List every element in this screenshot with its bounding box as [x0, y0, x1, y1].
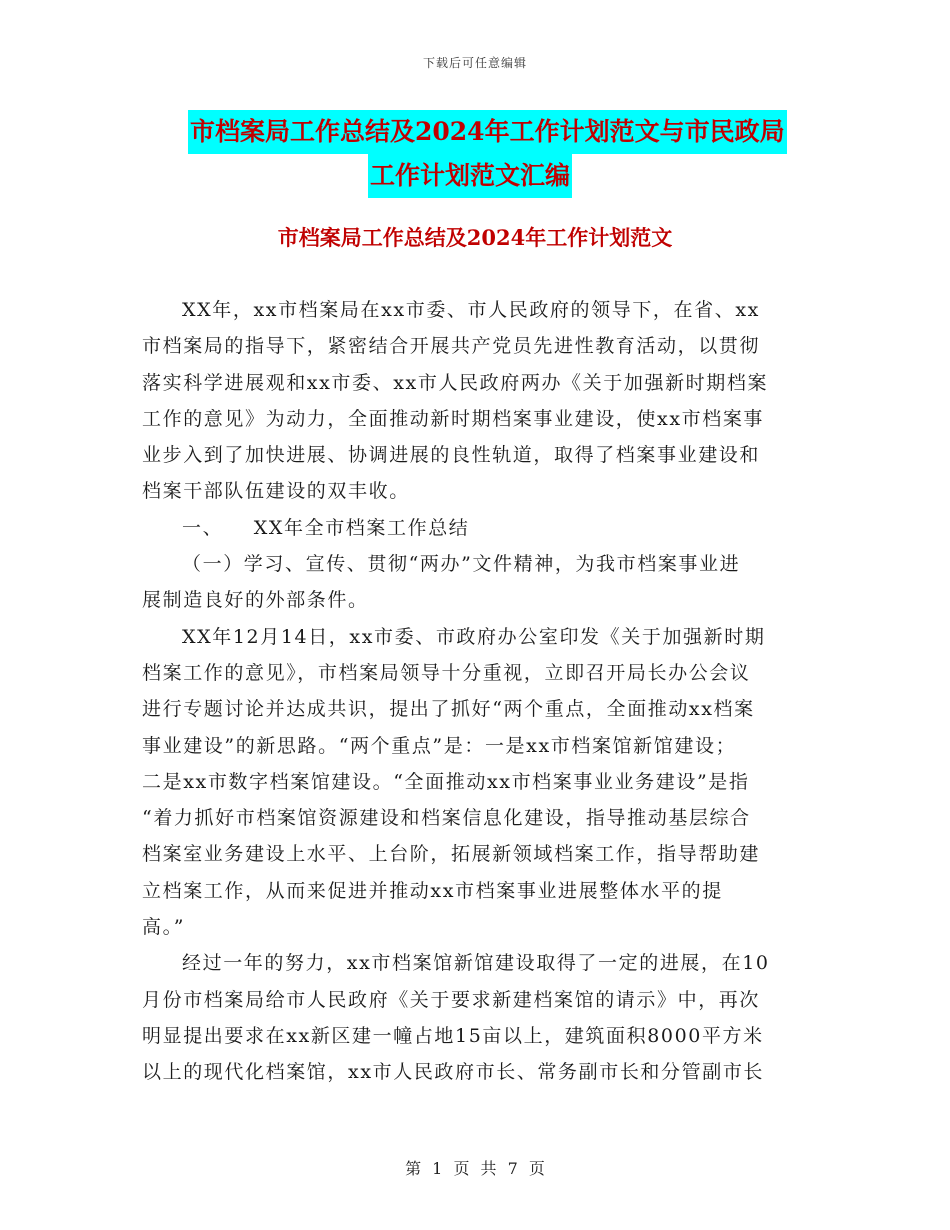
paragraph-line: 展制造良好的外部条件。	[142, 589, 369, 612]
section-heading: 一、 XX年全市档案工作总结	[182, 516, 470, 539]
page-number: 第 1 页 共 7 页	[405, 1159, 545, 1178]
paragraph-line: 工作的意见》为动力，全面推动新时期档案事业建设，使xx市档案事	[142, 407, 765, 430]
paragraph-line: 市档案局的指导下，紧密结合开展共产党员先进性教育活动，以贯彻	[142, 335, 761, 358]
paragraph-line: XX年12月14日，xx市委、市政府办公室印发《关于加强新时期	[182, 625, 766, 648]
paragraph-line: 经过一年的努力，xx市档案馆新馆建设取得了一定的进展，在10	[182, 952, 770, 975]
paragraph-line: “着力抓好市档案馆资源建设和档案信息化建设，指导推动基层综合	[142, 807, 751, 830]
document-title	[188, 110, 808, 198]
paragraph-line: 业步入到了加快进展、协调进展的良性轨道，取得了档案事业建设和	[142, 444, 761, 467]
paragraph-line: 以上的现代化档案馆，xx市人民政府市长、常务副市长和分管副市长	[142, 1061, 765, 1084]
paragraph-line: 档案工作的意见》，市档案局领导十分重视，立即召开局长办公会议	[142, 661, 751, 684]
paragraph-line: 档案干部队伍建设的双丰收。	[142, 480, 410, 503]
section-title: 市档案局工作总结及2024年工作计划范文	[277, 225, 673, 250]
paragraph-line: 二是xx市数字档案馆建设。“全面推动xx市档案事业业务建设”是指	[142, 770, 750, 793]
paragraph-line: 立档案工作，从而来促进并推动xx市档案事业进展整体水平的提	[142, 879, 723, 902]
paragraph-line: XX年，xx市档案局在xx市委、市人民政府的领导下，在省、xx	[182, 299, 760, 321]
document-title-line-1: 市档案局工作总结及2024年工作计划范文与市民政局	[188, 110, 787, 154]
subsection-heading: （一）学习、宣传、贯彻“两办”文件精神，为我市档案事业进	[182, 553, 741, 576]
paragraph-line: 高。”	[142, 916, 186, 939]
document-title-line-2: 工作计划范文汇编	[368, 154, 572, 198]
paragraph-line: 落实科学进展观和xx市委、xx市人民政府两办《关于加强新时期档案	[142, 371, 769, 394]
paragraph-line: 明显提出要求在xx新区建一幢占地15亩以上，建筑面积8000平方米	[142, 1024, 764, 1047]
page-header-note: 下载后可任意编辑	[422, 56, 527, 70]
paragraph-line: 月份市档案局给市人民政府《关于要求新建档案馆的请示》中，再次	[142, 988, 761, 1011]
paragraph-line: 事业建设”的新思路。“两个重点”是：一是xx市档案馆新馆建设；	[142, 734, 737, 757]
paragraph-line: 档案室业务建设上水平、上台阶，拓展新领域档案工作，指导帮助建	[142, 843, 761, 866]
paragraph-line: 进行专题讨论并达成共识，提出了抓好“两个重点，全面推动xx档案	[142, 698, 755, 721]
body-text	[142, 292, 810, 1091]
